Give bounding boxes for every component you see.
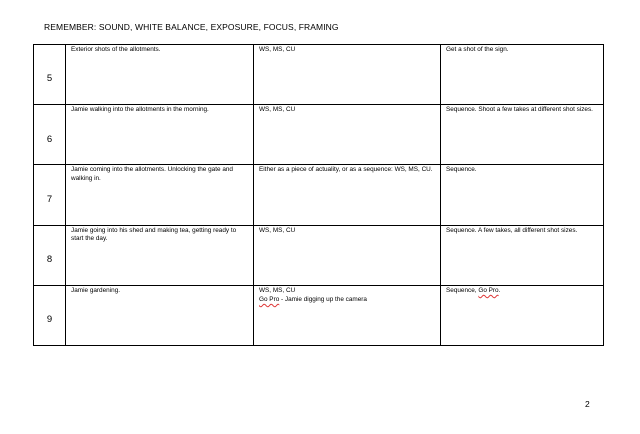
shot-description: Jamie walking into the allotments in the morning. [71,106,209,114]
notes-suffix: . [498,286,501,294]
shot-number: 5 [46,73,53,85]
shot-number-cell [34,225,66,285]
page-number: 2 [585,399,590,409]
description-cell [66,105,254,165]
gopro-term: Go Pro [259,296,280,304]
shot-description: Jamie going into his shed and making tea, getting ready to start the day. [71,226,237,242]
notes-cell [441,165,604,225]
shot-number-cell [34,285,66,345]
shot-sizes: WS, MS, CU [259,46,296,53]
description-cell [66,285,254,345]
shot-sizes: WS, MS, CU [259,286,296,294]
shot-sizes: WS, MS, CU [259,106,296,114]
table-row [34,105,604,165]
shot-number: 7 [46,193,53,205]
shots-cell [254,105,441,165]
table-row [34,165,604,225]
notes-cell [441,225,604,285]
gopro-term: Go Pro [478,286,499,294]
notes-cell [441,45,604,105]
table-row [34,225,604,285]
shot-sizes: Either as a piece of actuality, or as a sequence: WS, MS, CU. [259,166,433,174]
notes-prefix: Sequence, [446,286,479,294]
shot-sizes: WS, MS, CU [259,226,296,234]
table-row [34,45,604,105]
shot-number: 6 [46,133,53,145]
description-cell [66,45,254,105]
notes-cell [441,105,604,165]
shot-extra-line [254,295,440,304]
shot-list-table [33,44,604,346]
shots-cell [254,225,441,285]
shots-cell [254,285,441,345]
description-cell [66,165,254,225]
header-reminder: REMEMBER: SOUND, WHITE BALANCE, EXPOSURE, FOCUS, FRAMING [44,22,339,32]
description-cell [66,225,254,285]
shot-notes: Sequence. [446,166,477,174]
shots-cell [254,45,441,105]
shot-notes [441,286,603,295]
shot-notes: Sequence. Shoot a few takes at different shot sizes. [446,106,593,114]
shot-extra-text: - Jamie digging up the camera [279,296,367,304]
shot-notes: Get a shot of the sign. [446,46,509,53]
shot-number-cell [34,45,66,105]
shot-number-cell [34,165,66,225]
shot-number-cell [34,105,66,165]
table-row [34,285,604,345]
shot-description: Exterior shots of the allotments. [71,46,161,53]
shot-number: 9 [46,314,53,326]
shot-number: 8 [46,253,53,265]
shot-notes: Sequence. A few takes, all different shot sizes. [446,226,578,234]
shots-cell [254,165,441,225]
shot-description: Jamie gardening. [71,286,121,294]
shot-description: Jamie coming into the allotments. Unlocking the gate and walking in. [71,166,233,182]
notes-cell [441,285,604,345]
